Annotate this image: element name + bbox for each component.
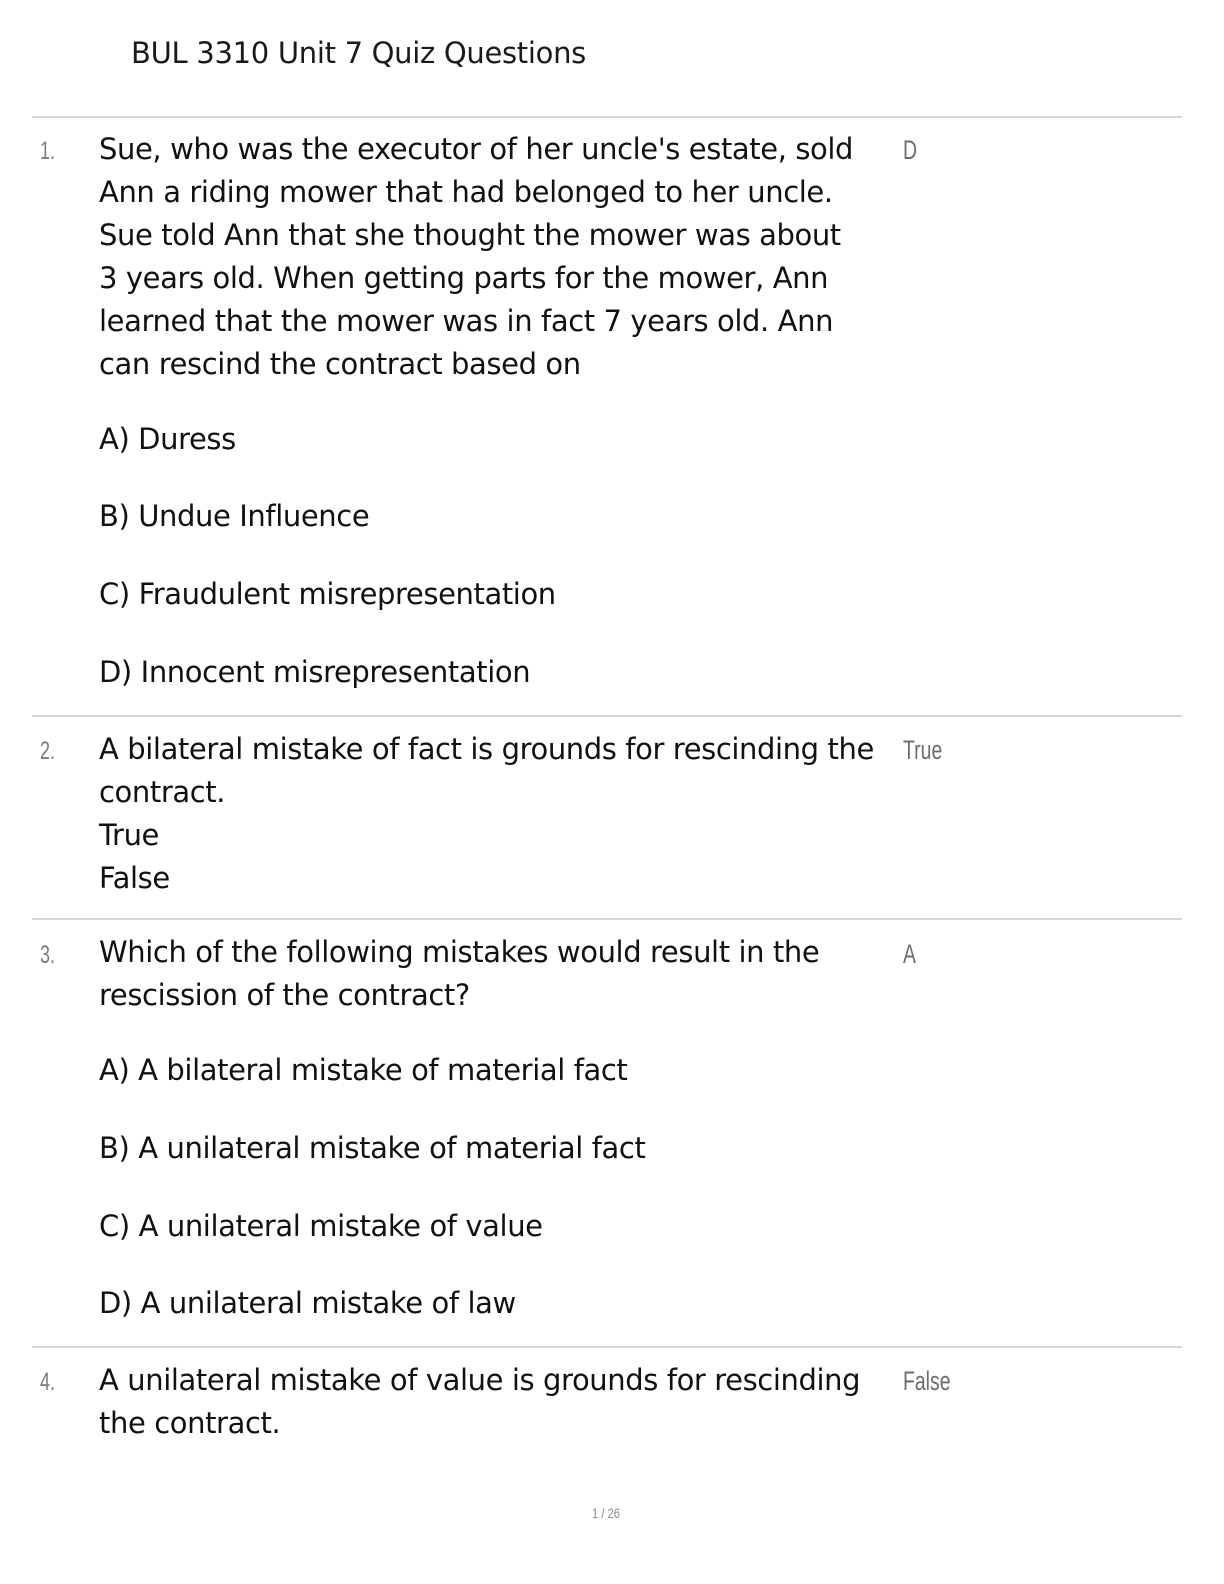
question-line: Sue told Ann that she thought the mower was about	[99, 218, 841, 252]
question-line: Which of the following mistakes would result in the	[99, 935, 820, 969]
question-line: True	[99, 818, 159, 852]
option-a: A) A bilateral mistake of material fact	[99, 1053, 628, 1087]
question-line: A bilateral mistake of fact is grounds for rescinding the	[99, 732, 874, 766]
question-number: 3.	[40, 941, 56, 969]
question-text	[99, 728, 874, 900]
question-text	[99, 931, 819, 1017]
question-text	[99, 128, 853, 386]
question-line: contract.	[99, 775, 226, 809]
question-number: 4.	[40, 1368, 56, 1396]
question-line: rescission of the contract?	[99, 978, 470, 1012]
question-number: 2.	[40, 737, 56, 765]
question-line: 3 years old. When getting parts for the mower, Ann	[99, 261, 829, 295]
answer-key: D	[903, 135, 918, 165]
divider	[32, 918, 1182, 920]
option-c: C) A unilateral mistake of value	[99, 1209, 543, 1243]
document-title: BUL 3310 Unit 7 Quiz Questions	[131, 36, 586, 70]
option-a: A) Duress	[99, 422, 236, 456]
answer-key: A	[903, 939, 916, 969]
page-indicator: 1 / 26	[592, 1505, 621, 1521]
option-d: D) Innocent misrepresentation	[99, 655, 531, 689]
divider	[32, 715, 1182, 717]
question-number: 1.	[40, 137, 56, 165]
question-line: Sue, who was the executor of her uncle's estate, sold	[99, 132, 854, 166]
question-line: Ann a riding mower that had belonged to her uncle.	[99, 175, 833, 209]
question-line: can rescind the contract based on	[99, 347, 581, 381]
option-b: B) A unilateral mistake of material fact	[99, 1131, 646, 1165]
option-b: B) Undue Influence	[99, 499, 370, 533]
question-text	[99, 1359, 860, 1445]
divider	[32, 116, 1182, 118]
option-c: C) Fraudulent misrepresentation	[99, 577, 556, 611]
divider	[32, 1346, 1182, 1348]
question-line: learned that the mower was in fact 7 years old. Ann	[99, 304, 834, 338]
answer-key: True	[903, 735, 943, 765]
question-line: the contract.	[99, 1406, 281, 1440]
question-line: False	[99, 861, 170, 895]
option-d: D) A unilateral mistake of law	[99, 1286, 516, 1320]
question-line: A unilateral mistake of value is grounds for rescinding	[99, 1363, 861, 1397]
answer-key: False	[903, 1366, 951, 1396]
